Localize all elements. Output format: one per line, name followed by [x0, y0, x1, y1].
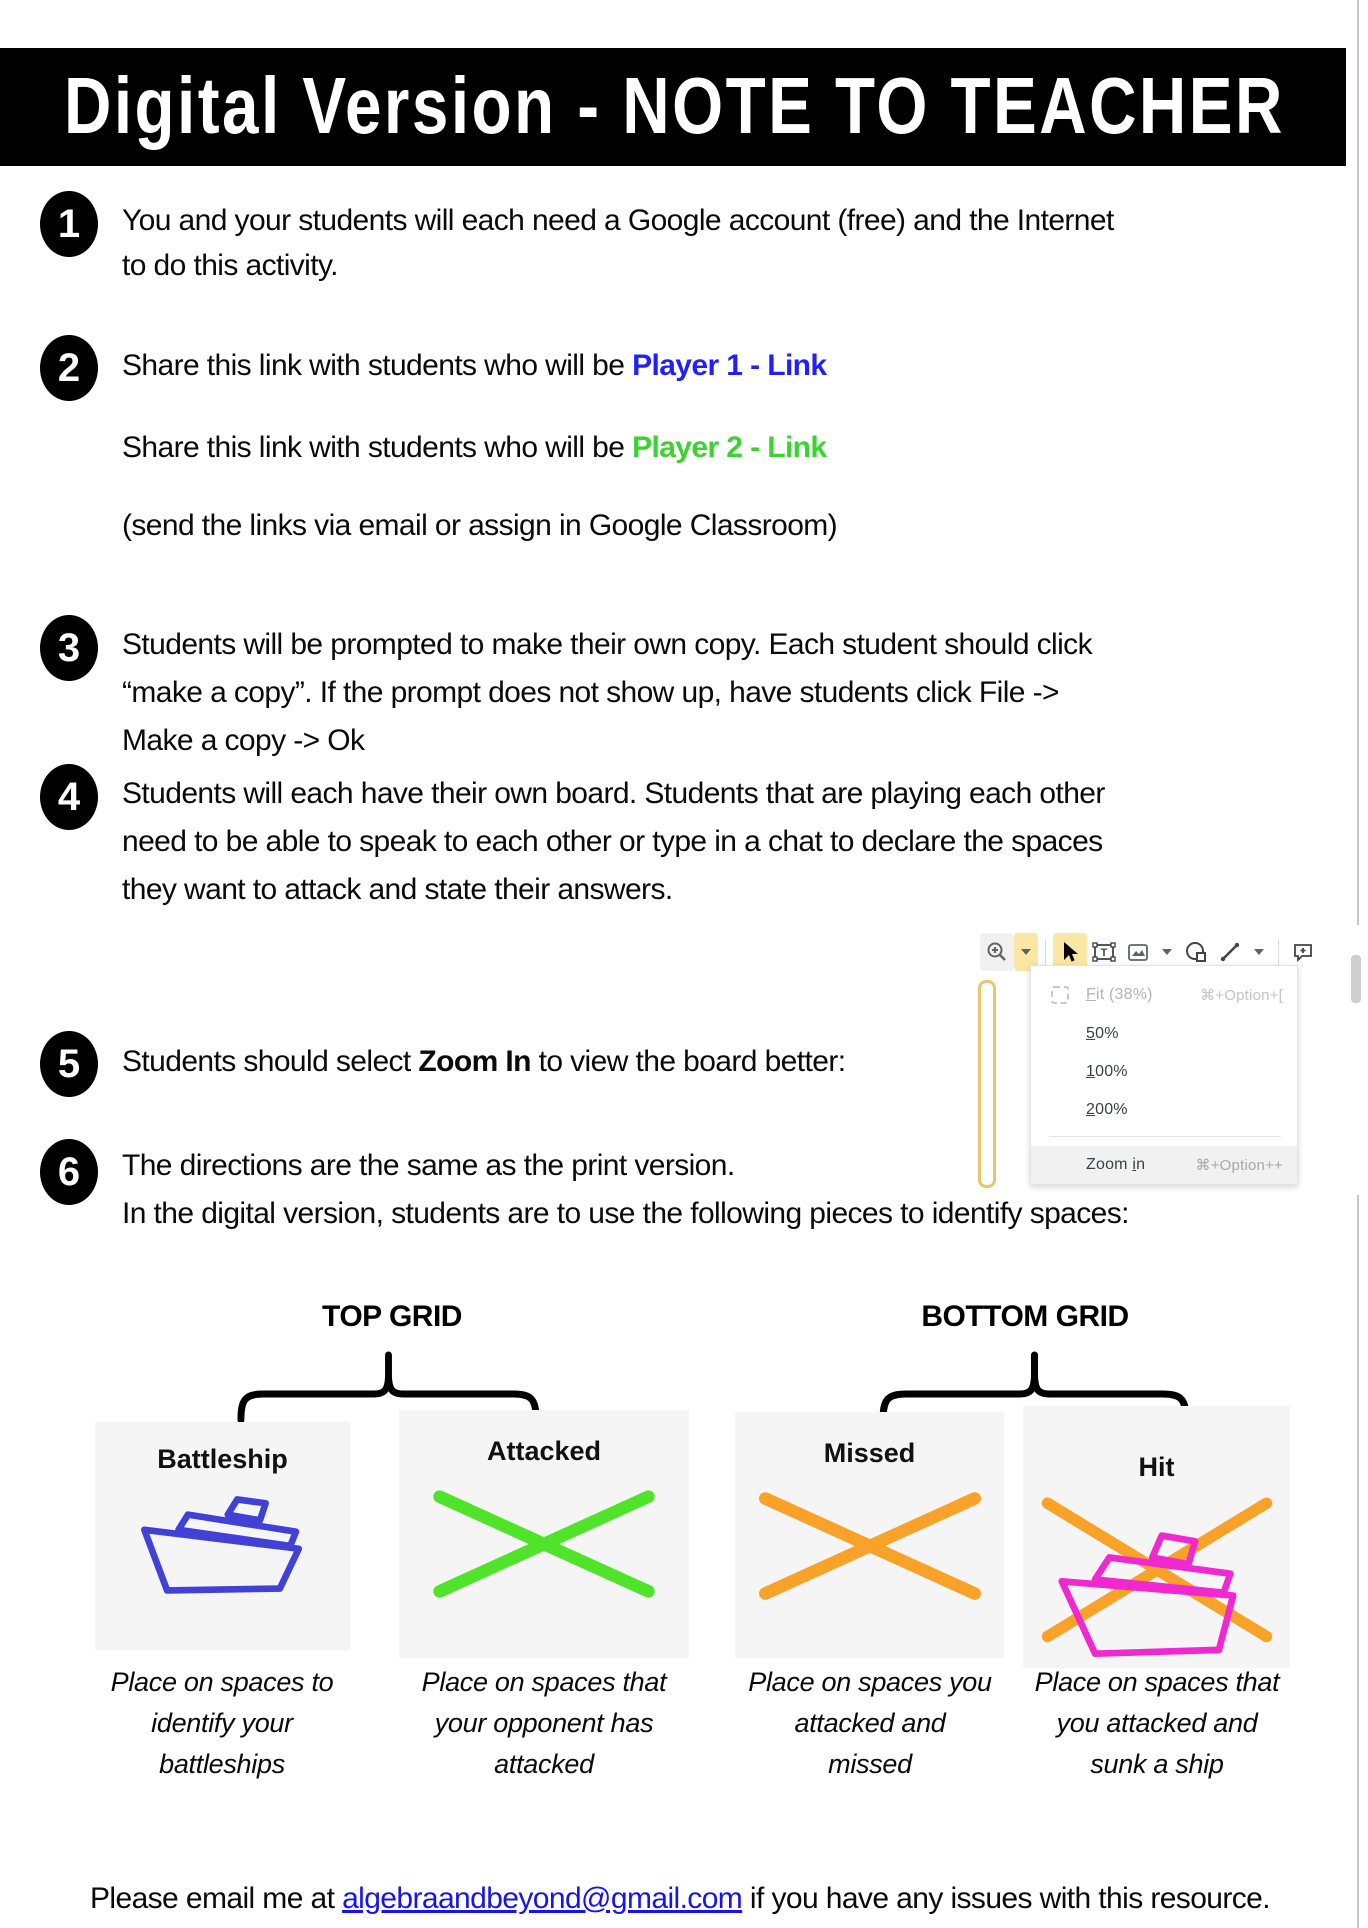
- menu-item-200[interactable]: [1031, 1091, 1297, 1129]
- step-4-text: [122, 770, 1105, 914]
- caption-line: you attacked and: [1056, 1708, 1258, 1738]
- hit-label: Hit: [1138, 1452, 1175, 1482]
- caption-line: attacked and: [794, 1708, 946, 1738]
- label-rest: 00%: [1095, 1101, 1128, 1118]
- step-2-text: [122, 342, 837, 550]
- hit-ship-x-image: [1032, 1467, 1282, 1672]
- caption-line: attacked: [494, 1749, 594, 1779]
- menu-item-fit-shortcut: ⌘+Option+[: [1200, 987, 1283, 1004]
- zoom-in-bold: Zoom In: [418, 1045, 531, 1078]
- step-3-line-3: Make a copy -> Ok: [122, 724, 365, 757]
- menu-item-50[interactable]: [1031, 1015, 1297, 1053]
- hit-caption: [1002, 1662, 1312, 1785]
- menu-item-100-label: [1086, 1063, 1128, 1081]
- line-icon: [1218, 940, 1242, 964]
- step-4-number: 4: [40, 764, 98, 830]
- menu-item-fit-label: [1086, 986, 1153, 1004]
- caption-line: Place on spaces that: [421, 1667, 667, 1697]
- battleship-piece-box: [95, 1422, 350, 1650]
- attacked-x-image: [428, 1481, 660, 1612]
- menu-item-zoom-in-label: [1086, 1156, 1145, 1174]
- step-5-suffix: to view the board better:: [530, 1045, 846, 1078]
- image-icon: [1126, 940, 1150, 964]
- menu-item-50-label: [1086, 1025, 1119, 1043]
- step-4-line-3: they want to attack and state their answers.: [122, 873, 673, 906]
- underlined-char: 5: [1086, 1025, 1096, 1042]
- step-2-line-3: (send the links via email or assign in Google Classroom): [122, 509, 838, 542]
- missed-piece-box: [735, 1412, 1004, 1658]
- caption-line: Place on spaces you: [748, 1667, 992, 1697]
- scrollbar-thumb[interactable]: [1351, 955, 1361, 1003]
- missed-caption: [715, 1662, 1025, 1785]
- step-6-line-1: The directions are the same as the print version.: [122, 1149, 735, 1182]
- step-1-number: 1: [40, 191, 98, 257]
- caption-line: Place on spaces to: [110, 1667, 334, 1697]
- step-2-line-2: [122, 424, 837, 472]
- magnifier-zoom-icon: [985, 940, 1009, 964]
- battleship-caption: [67, 1662, 377, 1785]
- footer-suffix: if you have any issues with this resource.: [742, 1882, 1270, 1915]
- caption-line: sunk a ship: [1090, 1749, 1224, 1779]
- label-rest: it (38%): [1095, 986, 1153, 1003]
- label-rest: 00%: [1095, 1063, 1128, 1080]
- comment-icon: [1291, 940, 1315, 964]
- text-box-icon: [1091, 939, 1117, 965]
- step-2-line-2-prefix: Share this link with students who will be: [122, 431, 633, 464]
- toolbar-divider: [1278, 939, 1279, 965]
- step-6-number: 6: [40, 1139, 98, 1205]
- step-1-line-1: You and your students will each need a Google account (free) and the Internet: [122, 204, 1114, 237]
- step-5-text: [122, 1038, 845, 1086]
- attacked-label: Attacked: [486, 1436, 602, 1466]
- step-5-prefix: Students should select: [122, 1045, 419, 1078]
- caption-line: missed: [828, 1749, 912, 1779]
- step-1-text: [122, 198, 1114, 288]
- step-6-line-2: In the digital version, students are to use the following pieces to identify spaces:: [122, 1197, 1129, 1230]
- chevron-down-icon: [1021, 949, 1031, 955]
- missed-label: Missed: [823, 1438, 916, 1468]
- step-5-number: 5: [40, 1031, 98, 1097]
- step-5-line-1: [122, 1038, 845, 1086]
- google-drawings-screenshot: [980, 925, 1368, 1195]
- svg-text:T: T: [1100, 947, 1108, 959]
- step-2-number: 2: [40, 335, 98, 401]
- missed-x-image: [752, 1483, 988, 1614]
- zoom-dropdown-menu: [1030, 965, 1298, 1185]
- menu-item-zoom-in[interactable]: [1031, 1146, 1297, 1184]
- footer-note: [0, 1882, 1360, 1916]
- top-grid-label: TOP GRID: [322, 1300, 462, 1333]
- step-3-line-2: “make a copy”. If the prompt does not show up, have students click File ->: [122, 676, 1059, 709]
- chevron-down-icon: [1254, 949, 1264, 955]
- menu-item-fit[interactable]: [1031, 976, 1297, 1014]
- label-rest: 0%: [1095, 1025, 1119, 1042]
- hit-piece-box: [1023, 1406, 1290, 1668]
- caption-line: Place on spaces that: [1034, 1667, 1280, 1697]
- label-pre: Zoom: [1086, 1156, 1133, 1173]
- attacked-piece-box: [399, 1410, 689, 1658]
- menu-item-zoom-in-shortcut: ⌘+Option++: [1195, 1157, 1283, 1174]
- underlined-char: 1: [1086, 1063, 1096, 1080]
- step-2-line-1-prefix: Share this link with students who will be: [122, 349, 633, 382]
- step-1-line-2: to do this activity.: [122, 249, 338, 282]
- underlined-char: 2: [1086, 1101, 1096, 1118]
- title-banner: [0, 48, 1346, 166]
- label-rest: n: [1136, 1156, 1146, 1173]
- step-2-line-1: [122, 342, 837, 390]
- email-link[interactable]: algebraandbeyond@gmail.com: [342, 1882, 743, 1915]
- caption-line: identify your: [151, 1708, 293, 1738]
- footer-prefix: Please email me at: [90, 1882, 343, 1915]
- underlined-char: i: [1132, 1156, 1137, 1173]
- drawing-canvas-edge: [978, 980, 996, 1188]
- underlined-char: F: [1086, 986, 1096, 1003]
- caption-line: your opponent has: [434, 1708, 654, 1738]
- battleship-ship-image: [133, 1489, 313, 1604]
- fit-screen-icon: [1051, 986, 1069, 1004]
- page-title: Digital Version - NOTE TO TEACHER: [64, 61, 1285, 150]
- menu-divider: [1049, 1136, 1281, 1137]
- attacked-caption: [389, 1662, 699, 1785]
- step-4-line-2: need to be able to speak to each other or type in a chat to declare the spaces: [122, 825, 1103, 858]
- battleship-label: Battleship: [157, 1444, 288, 1474]
- step-3-text: [122, 621, 1092, 765]
- zoom-tool-button[interactable]: [980, 933, 1014, 971]
- caption-line: battleships: [159, 1749, 285, 1779]
- step-3-number: 3: [40, 615, 98, 681]
- step-4-line-1: Students will each have their own board. Students that are playing each other: [122, 777, 1105, 810]
- menu-item-100[interactable]: [1031, 1053, 1297, 1091]
- player-1-link[interactable]: Player 1 - Link: [632, 349, 827, 382]
- toolbar-divider: [1045, 939, 1046, 965]
- chevron-down-icon: [1162, 949, 1172, 955]
- step-3-line-1: Students will be prompted to make their own copy. Each student should click: [122, 628, 1092, 661]
- menu-item-200-label: [1086, 1101, 1128, 1119]
- bottom-grid-label: BOTTOM GRID: [921, 1300, 1129, 1333]
- shape-icon: [1183, 939, 1209, 965]
- player-2-link[interactable]: Player 2 - Link: [632, 431, 827, 464]
- cursor-arrow-icon: [1058, 940, 1082, 964]
